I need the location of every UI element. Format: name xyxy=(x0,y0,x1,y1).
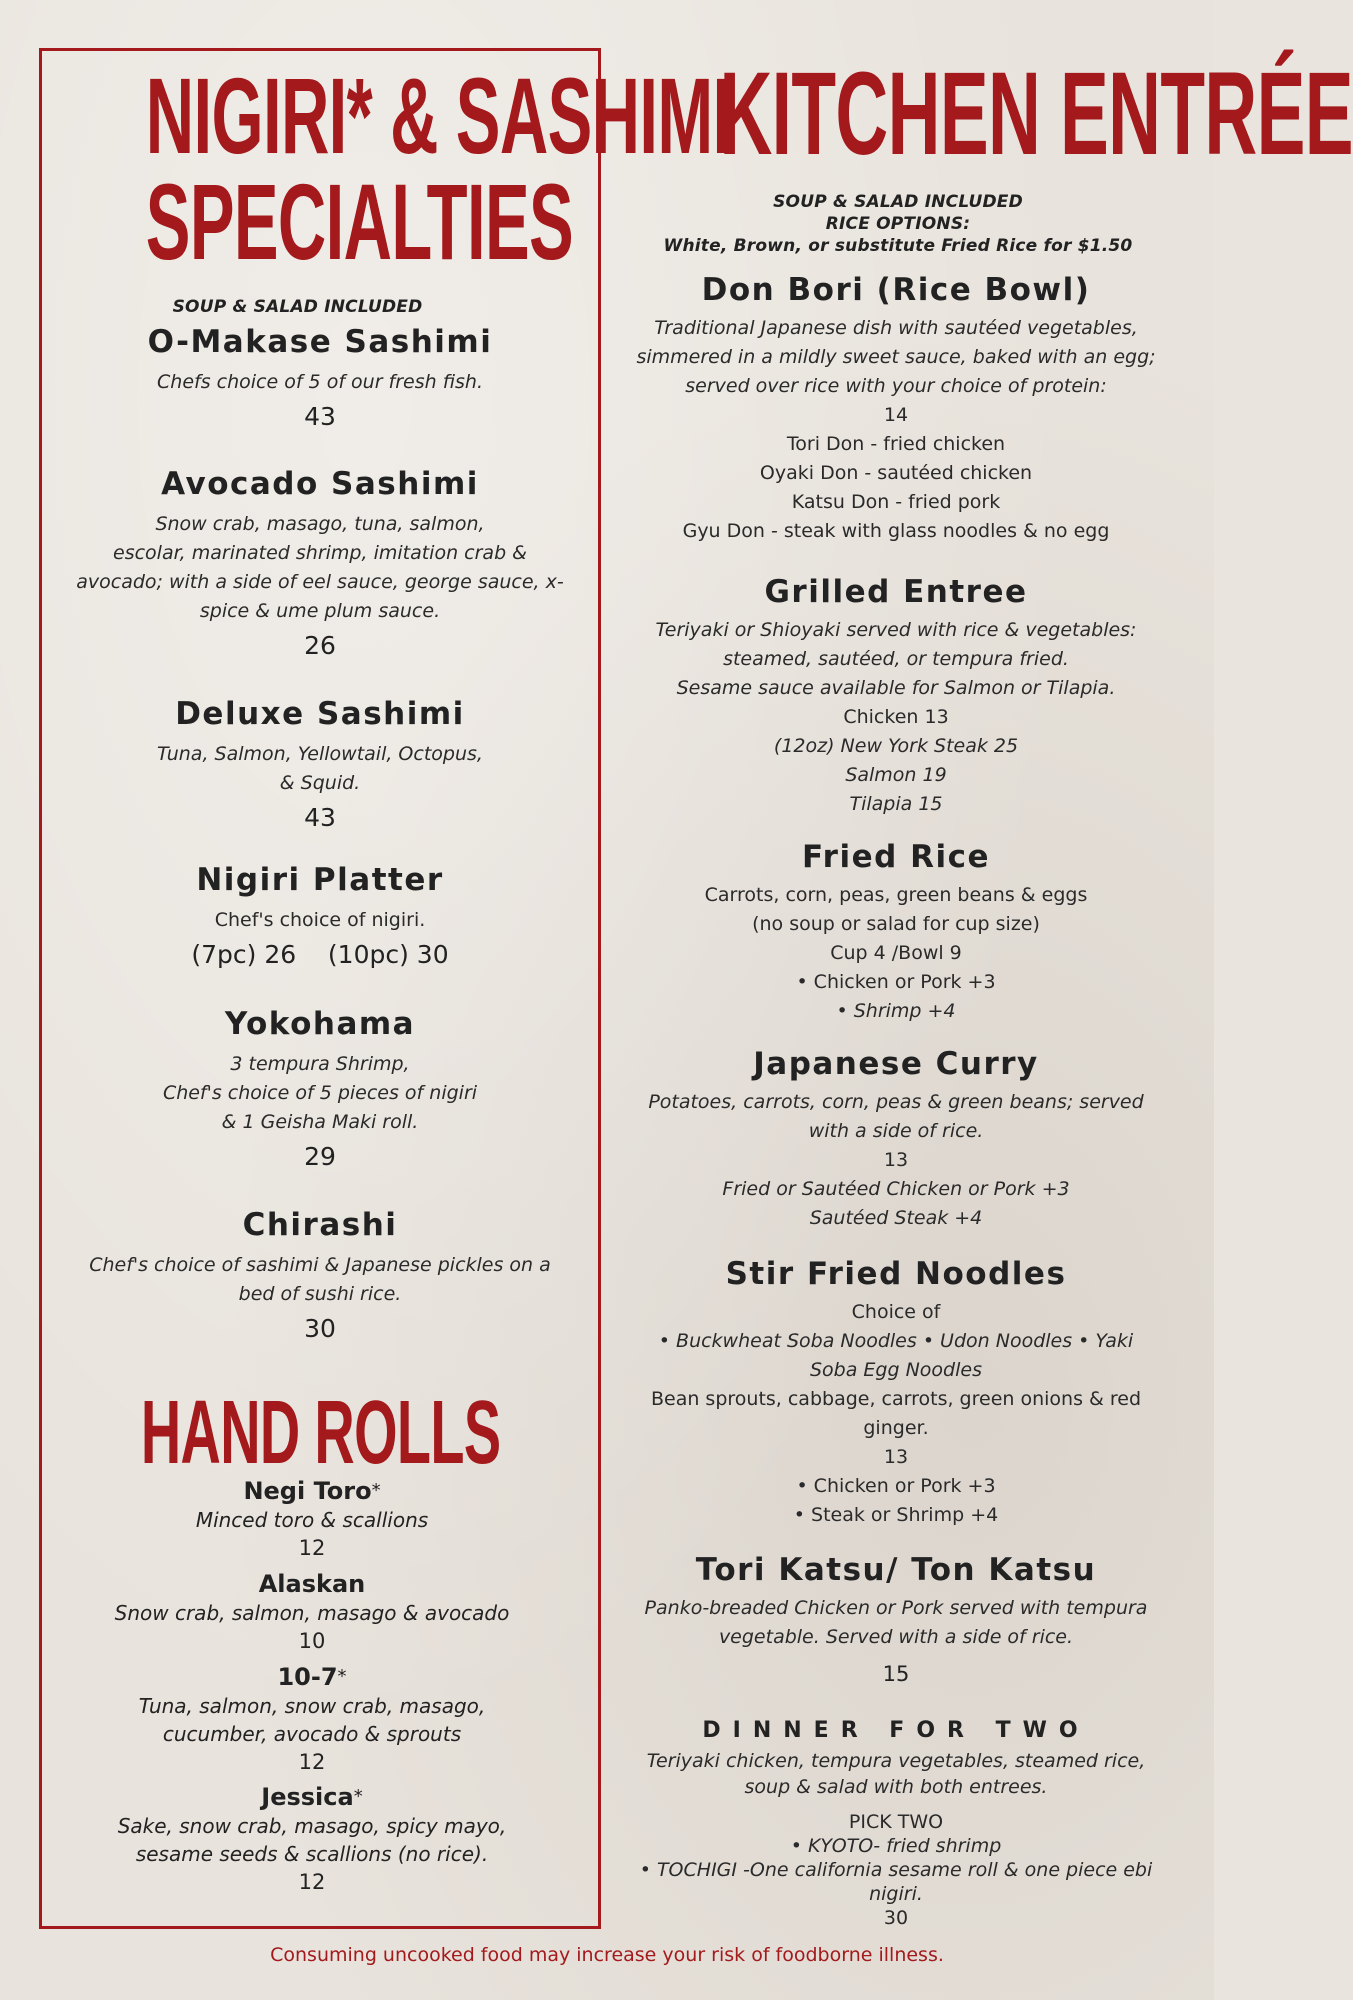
nigiri-title-line1: NIGIRI* & SASHIMI xyxy=(145,55,731,176)
hand-roll-item xyxy=(62,1782,562,1896)
section-title: DINNER FOR TWO xyxy=(702,1718,1090,1743)
section-title: Tori Katsu/ Ton Katsu xyxy=(695,1552,1097,1588)
section-title: Grilled Entree xyxy=(764,574,1028,610)
description-line: Chefs choice of 5 of our fresh fish. xyxy=(157,371,483,393)
hand-roll-description xyxy=(62,1812,562,1868)
option-line: Salmon 19 xyxy=(845,764,947,786)
description-line: Tuna, Salmon, Yellowtail, Octopus, xyxy=(157,743,483,765)
description-line: soup & salad with both entrees. xyxy=(744,1776,1048,1798)
item-name: Chirashi xyxy=(242,1207,398,1243)
option-line: Tori Don - fried chicken xyxy=(786,433,1006,455)
section-options xyxy=(630,881,1162,1026)
option-line: Choice of xyxy=(851,1301,941,1323)
description-line: Sake, snow crab, masago, spicy mayo, xyxy=(117,1814,507,1838)
option-line: 13 xyxy=(883,1446,909,1468)
hand-roll-name: Negi Toro xyxy=(243,1477,372,1505)
description-line: Chef's choice of sashimi & Japanese pickles on a xyxy=(89,1254,551,1276)
hand-roll-item xyxy=(62,1662,562,1776)
item-price: 29 xyxy=(304,1142,336,1171)
raw-marker: * xyxy=(353,1786,363,1807)
description-line: Minced toro & scallions xyxy=(195,1508,429,1532)
item-name: Yokohama xyxy=(224,1006,416,1042)
option-line: 14 xyxy=(883,404,909,426)
option-line: ginger. xyxy=(863,1417,929,1439)
hand-roll-name-row xyxy=(62,1476,562,1506)
section-title: Japanese Curry xyxy=(753,1046,1039,1082)
left-soup-salad-note: SOUP & SALAD INCLUDED xyxy=(172,297,423,317)
description-line: Chef's choice of nigiri. xyxy=(214,909,426,931)
hand-roll-name: Jessica xyxy=(261,1783,354,1811)
option-line: Bean sprouts, cabbage, carrots, green onions & red xyxy=(650,1388,1142,1410)
left-menu-item xyxy=(39,464,601,664)
food-safety-warning: Consuming uncooked food may increase your risk of foodborne illness. xyxy=(270,1944,944,1966)
left-menu-item xyxy=(39,1004,601,1175)
section-description xyxy=(630,1594,1162,1652)
option-line: Soba Egg Noodles xyxy=(810,1359,982,1381)
option-line: • TOCHIGI -One california sesame roll & one piece ebi xyxy=(639,1859,1153,1881)
description-line: Teriyaki or Shioyaki served with rice & vegetables: xyxy=(655,619,1137,641)
section-options xyxy=(630,401,1162,546)
option-line: (no soup or salad for cup size) xyxy=(752,913,1040,935)
hand-rolls-title-block xyxy=(39,1383,575,1483)
don-bori-section xyxy=(630,270,1162,546)
description-line: Teriyaki chicken, tempura vegetables, steamed rice, xyxy=(646,1750,1146,1772)
option-line: Sautéed Steak +4 xyxy=(809,1207,983,1229)
hand-roll-name-row xyxy=(62,1569,562,1599)
description-line: Potatoes, carrots, corn, peas & green beans; served xyxy=(648,1091,1144,1113)
noodles-section xyxy=(630,1254,1162,1530)
description-line: avocado; with a side of eel sauce, george sauce, x- xyxy=(76,571,564,593)
section-title: Fried Rice xyxy=(801,839,990,875)
item-description xyxy=(39,1251,601,1309)
item-description xyxy=(39,906,601,935)
option-line: PICK TWO xyxy=(848,1811,944,1833)
curry-section xyxy=(630,1044,1162,1233)
item-description xyxy=(39,1050,601,1137)
item-description xyxy=(39,740,601,798)
description-line: vegetable. Served with a side of rice. xyxy=(718,1626,1074,1648)
description-line: & Squid. xyxy=(279,772,361,794)
item-description xyxy=(39,510,601,626)
nigiri-title-block xyxy=(39,55,731,282)
description-line: simmered in a mildly sweet sauce, baked with an egg; xyxy=(636,346,1156,368)
option-line: • Steak or Shrimp +4 xyxy=(793,1504,999,1526)
description-line: Chef's choice of 5 pieces of nigiri xyxy=(162,1082,478,1104)
description-line: 3 tempura Shrimp, xyxy=(230,1053,410,1075)
raw-marker: * xyxy=(337,1666,347,1687)
section-options xyxy=(630,1146,1162,1233)
rice-options-label: RICE OPTIONS: xyxy=(825,214,971,234)
item-name: Deluxe Sashimi xyxy=(175,696,465,732)
item-description xyxy=(39,368,601,397)
description-line: served over rice with your choice of protein: xyxy=(685,375,1107,397)
option-line: 13 xyxy=(883,1149,909,1171)
section-options xyxy=(630,1810,1162,1930)
option-line: • Chicken or Pork +3 xyxy=(796,1475,996,1497)
kitchen-entree-title: KITCHEN ENTRÉE xyxy=(719,48,1353,180)
description-line: Sesame sauce available for Salmon or Tilapia. xyxy=(676,677,1116,699)
description-line: Traditional Japanese dish with sautéed vegetables, xyxy=(654,317,1138,339)
option-line: Carrots, corn, peas, green beans & eggs xyxy=(704,884,1088,906)
left-menu-item xyxy=(39,860,601,973)
option-line: Chicken 13 xyxy=(843,706,949,728)
hand-roll-item xyxy=(62,1476,562,1562)
hand-roll-price: 12 xyxy=(298,1750,326,1774)
option-line: Tilapia 15 xyxy=(849,793,943,815)
hand-roll-price: 10 xyxy=(298,1629,326,1653)
hand-roll-name-row xyxy=(62,1662,562,1692)
item-price: (7pc) 26 (10pc) 30 xyxy=(191,940,449,969)
option-line: Gyu Don - steak with glass noodles & no egg xyxy=(682,520,1110,542)
description-line: bed of sushi rice. xyxy=(238,1283,402,1305)
hand-roll-name: 10-7 xyxy=(277,1663,338,1691)
description-line: escolar, marinated shrimp, imitation crab & xyxy=(113,542,527,564)
description-line: & 1 Geisha Maki roll. xyxy=(221,1111,419,1133)
option-line: 30 xyxy=(883,1907,909,1929)
description-line: steamed, sautéed, or tempura fried. xyxy=(723,648,1069,670)
section-description xyxy=(630,314,1162,401)
option-line: • Shrimp +4 xyxy=(836,1000,956,1022)
dinner-for-two-section xyxy=(630,1716,1162,1930)
description-line: Snow crab, masago, tuna, salmon, xyxy=(155,513,485,535)
option-line: • Chicken or Pork +3 xyxy=(796,971,996,993)
section-title: Stir Fried Noodles xyxy=(725,1256,1067,1292)
fried-rice-section xyxy=(630,837,1162,1026)
hand-roll-item xyxy=(62,1569,562,1655)
description-line: spice & ume plum sauce. xyxy=(199,600,441,622)
section-options xyxy=(630,703,1162,819)
kitchen-soup-salad-note: SOUP & SALAD INCLUDED xyxy=(773,192,1023,212)
option-line: • KYOTO- fried shrimp xyxy=(790,1835,1002,1857)
left-menu-item xyxy=(39,1205,601,1347)
option-line: • Buckwheat Soba Noodles • Udon Noodles • Yaki xyxy=(658,1330,1134,1352)
item-price: 43 xyxy=(304,803,336,832)
item-name: Nigiri Platter xyxy=(196,862,444,898)
section-title: Don Bori (Rice Bowl) xyxy=(701,272,1091,308)
left-menu-item xyxy=(39,694,601,836)
hand-roll-description xyxy=(62,1599,562,1627)
hand-roll-name: Alaskan xyxy=(258,1570,366,1598)
hand-roll-price: 12 xyxy=(298,1536,326,1560)
rice-options-detail: White, Brown, or substitute Fried Rice for $1.50 xyxy=(663,236,1133,256)
option-line: Katsu Don - fried pork xyxy=(791,491,1001,513)
item-price: 30 xyxy=(304,1314,336,1343)
raw-marker: * xyxy=(371,1480,381,1501)
hand-rolls-title: HAND ROLLS xyxy=(140,1383,501,1483)
item-price: 43 xyxy=(304,402,336,431)
hand-roll-name-row xyxy=(62,1782,562,1812)
option-line: Cup 4 /Bowl 9 xyxy=(830,942,962,964)
section-description xyxy=(630,1748,1162,1800)
grilled-section xyxy=(630,572,1162,819)
item-name: Avocado Sashimi xyxy=(161,466,479,502)
kitchen-notes xyxy=(610,191,1186,257)
description-line: sesame seeds & scallions (no rice). xyxy=(135,1842,489,1866)
left-menu-item xyxy=(39,322,601,435)
description-line: cucumber, avocado & sprouts xyxy=(162,1722,462,1746)
section-options xyxy=(630,1298,1162,1530)
option-line: Fried or Sautéed Chicken or Pork +3 xyxy=(722,1178,1070,1200)
kitchen-title-block xyxy=(610,48,1353,180)
katsu-section xyxy=(630,1550,1162,1692)
option-line: nigiri. xyxy=(869,1883,923,1905)
description-line: with a side of rice. xyxy=(808,1120,984,1142)
section-price: 15 xyxy=(882,1662,910,1686)
hand-roll-description xyxy=(62,1506,562,1534)
item-name: O-Makase Sashimi xyxy=(147,324,493,360)
description-line: Tuna, salmon, snow crab, masago, xyxy=(138,1694,486,1718)
description-line: Panko-breaded Chicken or Pork served with tempura xyxy=(644,1597,1148,1619)
hand-roll-price: 12 xyxy=(298,1870,326,1894)
option-line: (12oz) New York Steak 25 xyxy=(773,735,1019,757)
nigiri-title-line2: SPECIALTIES xyxy=(145,161,574,282)
item-price: 26 xyxy=(304,631,336,660)
option-line: Oyaki Don - sautéed chicken xyxy=(759,462,1033,484)
hand-roll-description xyxy=(62,1692,562,1748)
section-description xyxy=(630,1088,1162,1146)
description-line: Snow crab, salmon, masago & avocado xyxy=(114,1601,510,1625)
section-description xyxy=(630,616,1162,703)
